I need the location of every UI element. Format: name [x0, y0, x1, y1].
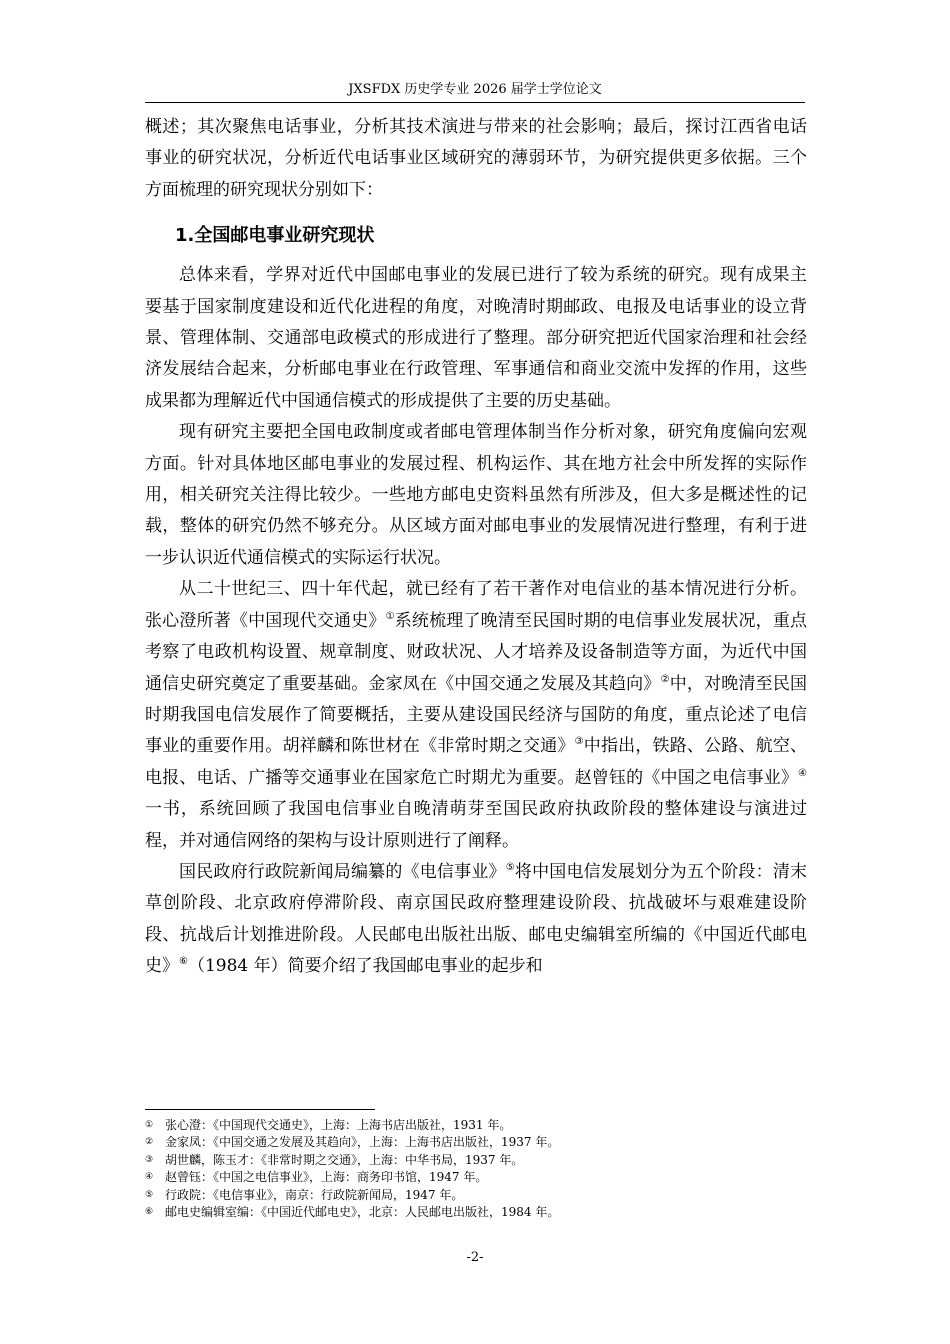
footnote-text: 张心澄：《中国现代交通史》，上海：上海书店出版社，1931 年。 — [165, 1118, 512, 1132]
footnote-mark: ⑥ — [145, 1207, 154, 1218]
footnote-text: 邮电史编辑室编：《中国近代邮电史》，北京：人民邮电出版社，1984 年。 — [165, 1205, 560, 1220]
text-run: 一书，系统回顾了我国电信事业自晚清萌芽至国民政府执政阶段的整体建设与演进过程，并对通信网络的架构与设计原则进行了阐释。 — [145, 799, 807, 851]
footnote-mark: ⑤ — [145, 1189, 154, 1200]
footnote-separator — [145, 1109, 375, 1110]
paragraph-research-gap: 现有研究主要把全国电政制度或者邮电管理体制当作分析对象，研究角度偏向宏观方面。针对具体地区邮电事业的发展过程、机构运作、其在地方社会中所发挥的实际作用，相关研究关注得比较少。一些地方邮电史资料虽然有所涉及，但大多是概述性的记载，整体的研究仍然不够充分。从区域方面对邮电事业的发展情况进行整理，有利于进一步认识近代通信模式的实际运行状况。 — [145, 422, 807, 568]
page-header — [145, 82, 805, 103]
footnote-item — [145, 1187, 805, 1204]
footnote-mark: ④ — [145, 1172, 154, 1183]
footnotes — [145, 1117, 805, 1221]
footnote-item — [145, 1152, 805, 1169]
text-run: 中指出，铁路、公路、航空、电报、电话、广播等交通事业在国家危亡时期尤为重要。赵曾钰的《中国之电信事业》 — [145, 736, 808, 788]
footnote-text: 行政院：《电信事业》，南京：行政院新闻局，1947 年。 — [165, 1187, 464, 1202]
header-title: JXSFDX 历史学专业 2026 届学士学位论文 — [348, 82, 602, 97]
footnote-ref-6[interactable]: ⑥ — [179, 956, 188, 968]
paragraph-intro-continued: 概述；其次聚焦电话事业，分析其技术演进与带来的社会影响；最后，探讨江西省电话事业的研究状况，分析近代电话事业区域研究的薄弱环节，为研究提供更多依据。三个方面梳理的研究现状分别如下： — [145, 117, 807, 200]
paragraph-later-works — [145, 857, 807, 983]
footnote-mark: ② — [145, 1137, 154, 1148]
footnote-item — [145, 1169, 805, 1186]
text-run: 中，对晚清至民国时期我国电信发展作了简要概括，主要从建设国民经济与国防的角度，重点论述了电信事业的重要作用。胡祥麟和陈世材在《非常时期之交通》 — [145, 673, 808, 757]
text-run: 将中国电信发展划分为五个阶段：清末草创阶段、北京政府停滞阶段、南京国民政府整理建设阶段、抗战破坏与艰难建设阶段、抗战后计划推进阶段。人民邮电出版社出版、邮电史编辑室所编的《中国近代邮电史》 — [145, 861, 808, 977]
paragraph-overview: 总体来看，学界对近代中国邮电事业的发展已进行了较为系统的研究。现有成果主要基于国家制度建设和近代化进程的角度，对晚清时期邮政、电报及电话事业的设立背景、管理体制、交通部电政模式的形成进行了整理。部分研究把近代国家治理和社会经济发展结合起来，分析邮电事业在行政管理、军事通信和商业交流中发挥的作用，这些成果都为理解近代中国通信模式的形成提供了主要的历史基础。 — [145, 265, 807, 411]
footnote-ref-3[interactable]: ③ — [574, 736, 584, 748]
paragraph-early-works — [145, 574, 807, 857]
footnote-item — [145, 1117, 805, 1134]
footnote-text: 金家凤：《中国交通之发展及其趋向》，上海：上海书店出版社，1937 年。 — [165, 1135, 560, 1150]
footnote-text: 胡世麟，陈玉才：《非常时期之交通》，上海：中华书局，1937 年。 — [165, 1152, 524, 1167]
text-run: （1984 年）简要介绍了我国邮电事业的起步和 — [187, 956, 543, 977]
footnote-ref-4[interactable]: ④ — [798, 767, 807, 779]
footnote-ref-2[interactable]: ② — [660, 673, 670, 685]
footnote-ref-1[interactable]: ① — [385, 610, 395, 622]
text-run: 国民政府行政院新闻局编纂的《电信事业》 — [179, 861, 506, 882]
footnote-ref-5[interactable]: ⑤ — [505, 861, 515, 873]
footnote-text: 赵曾钰：《中国之电信事业》，上海：商务印书馆，1947 年。 — [165, 1170, 488, 1185]
thesis-body — [145, 112, 807, 983]
section-heading: 1.全国邮电事业研究现状 — [175, 225, 375, 247]
footnote-mark: ③ — [145, 1154, 154, 1165]
text-run: 从二十世纪三、四十年代起，就已经有了若干著作对电信业的基本情况进行分析。张心澄所著《中国现代交通史》 — [145, 579, 807, 631]
footnote-mark: ① — [145, 1120, 154, 1130]
footnote-item — [145, 1134, 805, 1151]
text-run: 系统梳理了晚清至民国时期的电信事业发展状况，重点考察了电政机构设置、规章制度、财政状况、人才培养及设备制造等方面，为近代中国通信史研究奠定了重要基础。金家凤在《中国交通之发展及其趋向》 — [145, 610, 808, 694]
page-number: -2- — [466, 1250, 484, 1265]
footnote-item — [145, 1204, 805, 1221]
